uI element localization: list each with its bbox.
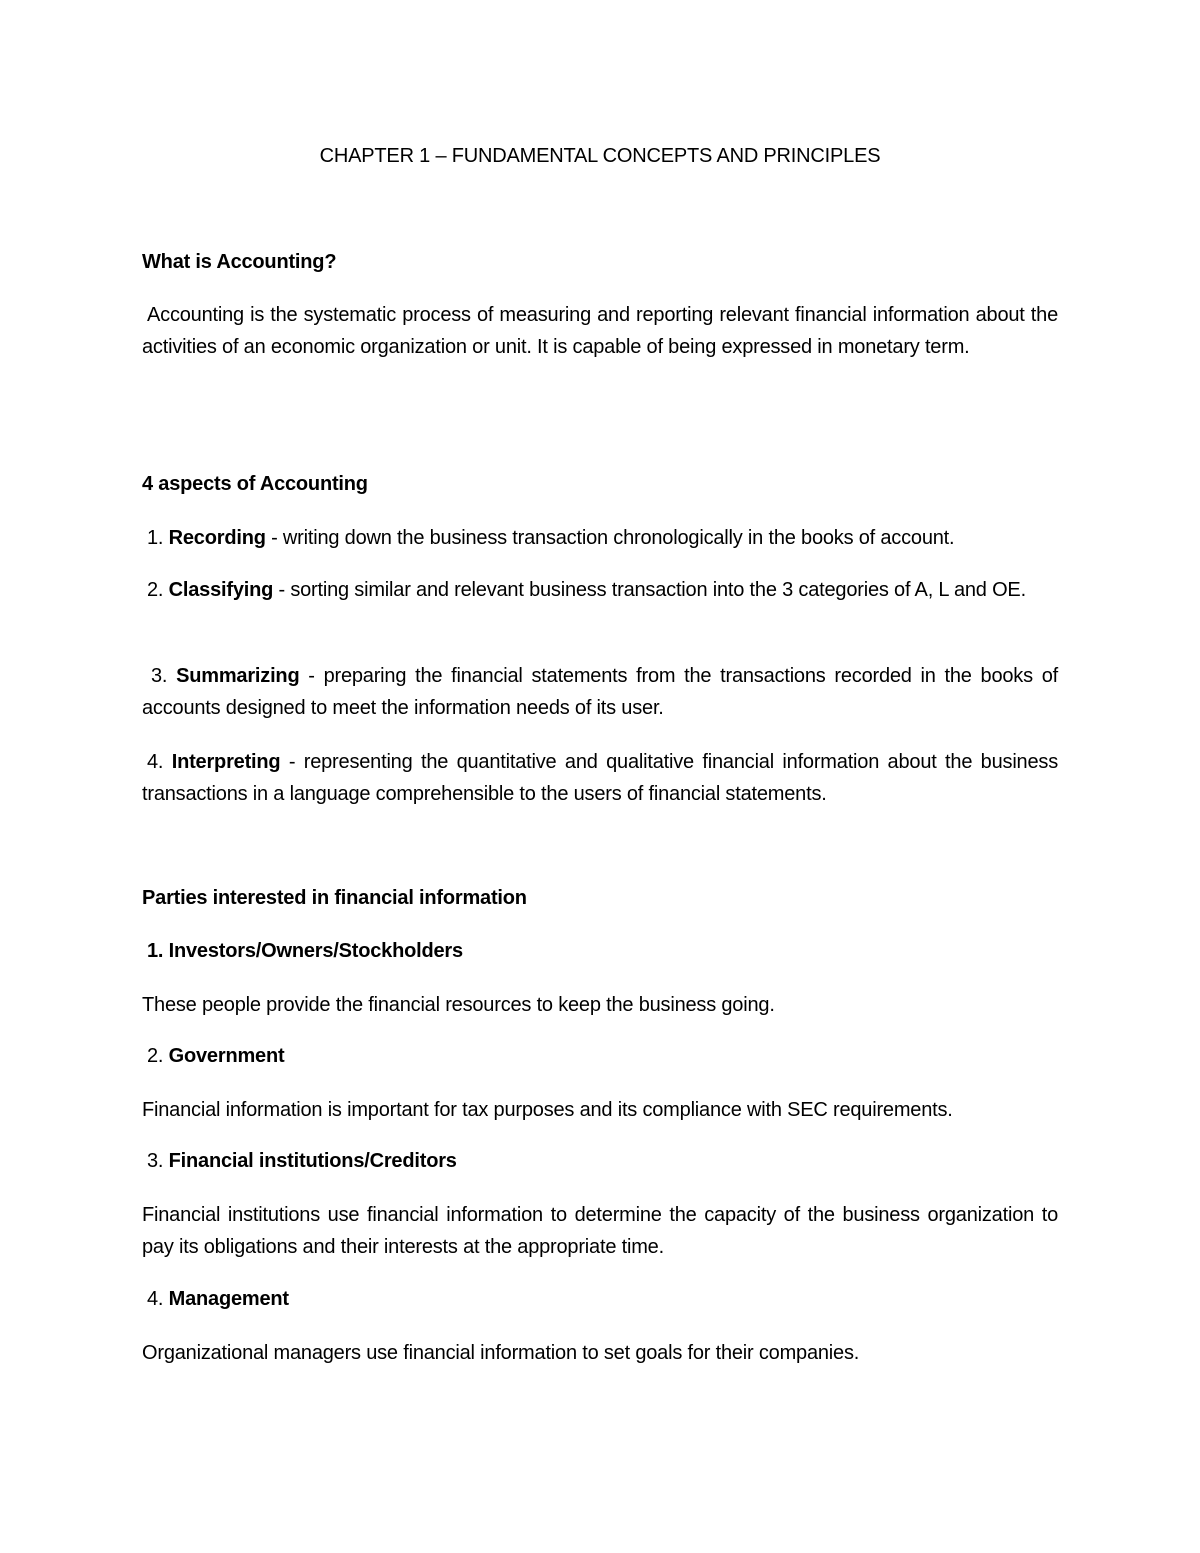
section-heading-aspects: 4 aspects of Accounting xyxy=(142,473,368,495)
party-heading-investors xyxy=(142,936,1063,966)
party-number: 3. xyxy=(147,1150,164,1172)
party-heading-government xyxy=(142,1041,1063,1071)
party-description-management: Organizational managers use financial information to set goals for their companies. xyxy=(142,1342,860,1364)
accounting-definition-paragraph: Accounting is the systematic process of measuring and reporting relevant financial information about the activities of an economic organization or unit. It is capable of being expressed in monetary term. xyxy=(142,304,1058,358)
aspect-term: Interpreting xyxy=(171,751,281,773)
aspect-term: Summarizing xyxy=(176,665,300,687)
party-term: Management xyxy=(168,1288,289,1310)
party-heading-financial-institutions xyxy=(142,1146,1063,1176)
party-heading-management xyxy=(142,1284,1063,1314)
party-term: Government xyxy=(168,1045,285,1067)
aspect-description: - representing the quantitative and qualitative financial information about the business transactions in a language comprehensible to the users of financial statements. xyxy=(142,751,1059,805)
aspect-term: Recording xyxy=(168,527,266,549)
aspect-item-classifying xyxy=(142,574,1058,606)
aspect-number: 2. xyxy=(147,579,164,601)
aspect-number: 3. xyxy=(151,665,168,687)
aspect-description: - sorting similar and relevant business transaction into the 3 categories of A, L and OE. xyxy=(273,579,1026,601)
section-heading-parties: Parties interested in financial information xyxy=(142,887,527,909)
chapter-title: CHAPTER 1 – FUNDAMENTAL CONCEPTS AND PRINCIPLES xyxy=(319,145,881,167)
party-number: 4. xyxy=(147,1288,164,1310)
party-description-government: Financial information is important for tax purposes and its compliance with SEC requirements. xyxy=(142,1099,953,1121)
party-term: Financial institutions/Creditors xyxy=(168,1150,457,1172)
aspect-description: - preparing the financial statements from the transactions recorded in the books of accounts designed to meet the information needs of its user. xyxy=(142,665,1058,719)
aspect-item-summarizing xyxy=(142,660,1058,724)
aspect-item-recording xyxy=(142,522,1058,554)
aspect-term: Classifying xyxy=(168,579,274,601)
aspect-description: - writing down the business transaction chronologically in the books of account. xyxy=(265,527,955,549)
party-description-investors: These people provide the financial resources to keep the business going. xyxy=(142,994,775,1016)
aspect-number: 4. xyxy=(147,751,164,773)
party-term: Investors/Owners/Stockholders xyxy=(168,940,463,962)
party-description-financial-institutions: Financial institutions use financial information to determine the capacity of the business organization to pay its obligations and their interests at the appropriate time. xyxy=(142,1204,1058,1258)
aspect-number: 1. xyxy=(147,527,164,549)
section-heading-what-is-accounting: What is Accounting? xyxy=(142,251,337,273)
party-number: 2. xyxy=(147,1045,164,1067)
aspect-item-interpreting xyxy=(142,746,1058,810)
party-number: 1. xyxy=(147,940,164,962)
